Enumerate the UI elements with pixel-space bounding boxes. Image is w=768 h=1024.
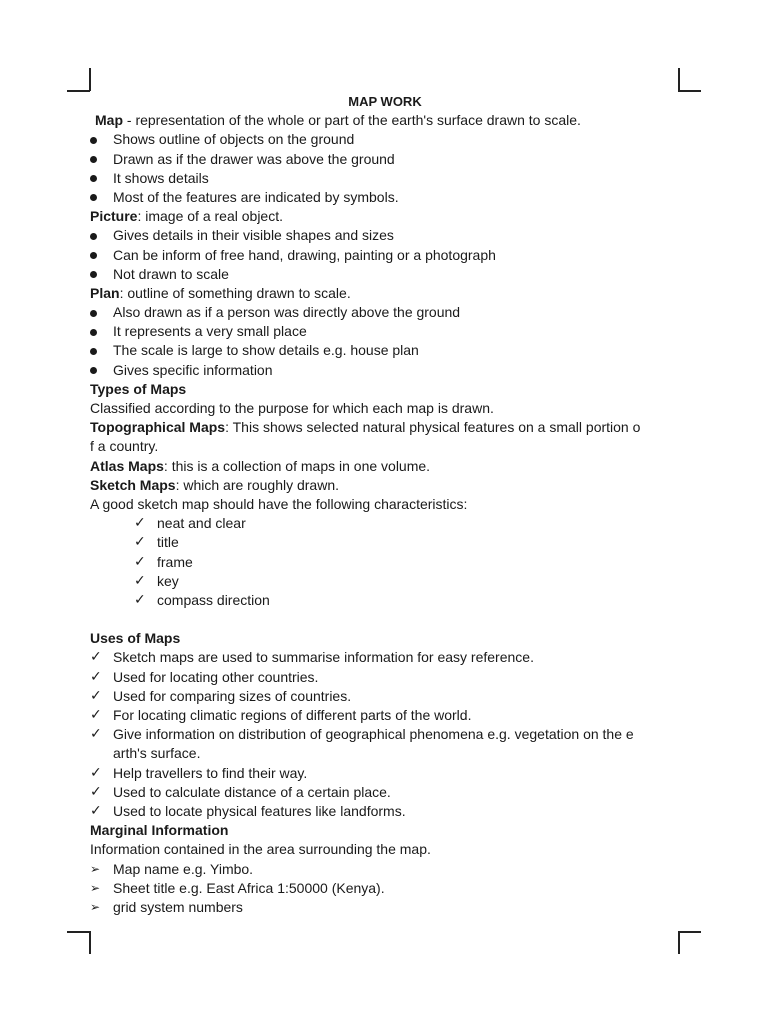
checkmark-icon: ✓ bbox=[90, 764, 102, 781]
topographical-definition bbox=[90, 418, 680, 437]
list-item bbox=[90, 764, 680, 783]
list-item bbox=[90, 322, 680, 341]
list-item-text: grid system numbers bbox=[113, 898, 243, 915]
map-definition bbox=[90, 111, 680, 130]
list-item bbox=[90, 802, 680, 821]
list-item-text: Used to calculate distance of a certain place. bbox=[113, 783, 391, 800]
types-heading: Types of Maps bbox=[90, 380, 187, 397]
list-item bbox=[90, 572, 680, 591]
disc-bullet-icon bbox=[90, 310, 97, 317]
list-item bbox=[90, 150, 680, 169]
crop-mark-bottom-right-v bbox=[678, 931, 680, 954]
list-item bbox=[90, 341, 680, 360]
checkmark-icon: ✓ bbox=[90, 687, 102, 704]
crop-mark-top-right-v bbox=[678, 68, 680, 91]
list-item-text: title bbox=[157, 534, 179, 551]
list-item bbox=[90, 668, 680, 687]
page-title: MAP WORK bbox=[348, 94, 422, 109]
checkmark-icon: ✓ bbox=[90, 668, 102, 685]
uses-heading: Uses of Maps bbox=[90, 630, 181, 647]
checkmark-icon: ✓ bbox=[134, 534, 146, 551]
list-item-text: Help travellers to find their way. bbox=[113, 764, 308, 781]
list-item-text: It represents a very small place bbox=[113, 323, 307, 340]
list-item-text: Used for comparing sizes of countries. bbox=[113, 687, 352, 704]
list-item bbox=[90, 226, 680, 245]
list-item bbox=[90, 169, 680, 188]
list-item-text: Drawn as if the drawer was above the ground bbox=[113, 150, 395, 167]
map-definition-text: - representation of the whole or part of the earth's surface drawn to scale. bbox=[123, 112, 581, 129]
marginal-heading: Marginal Information bbox=[90, 822, 229, 839]
map-term: Map bbox=[95, 112, 123, 129]
disc-bullet-icon bbox=[90, 194, 97, 201]
disc-bullet-icon bbox=[90, 348, 97, 355]
crop-mark-top-right-h bbox=[678, 90, 701, 92]
topographical-definition-text: : This shows selected natural physical features on a small portion o bbox=[225, 419, 641, 436]
list-item bbox=[90, 783, 680, 802]
document-body bbox=[90, 92, 680, 917]
list-item bbox=[90, 725, 680, 744]
list-item-text: Not drawn to scale bbox=[113, 265, 229, 282]
list-item bbox=[90, 860, 680, 879]
list-item bbox=[90, 514, 680, 533]
disc-bullet-icon bbox=[90, 137, 97, 144]
disc-bullet-icon bbox=[90, 252, 97, 259]
list-item-text: Map name e.g. Yimbo. bbox=[113, 860, 254, 877]
list-item-text: Used to locate physical features like landforms. bbox=[113, 802, 406, 819]
arrowhead-bullet-icon: ➢ bbox=[90, 899, 101, 914]
disc-bullet-icon bbox=[90, 271, 97, 278]
list-item-continuation: arth's surface. bbox=[113, 745, 201, 762]
list-item-text: Used for locating other countries. bbox=[113, 668, 319, 685]
list-item-text: key bbox=[157, 572, 179, 589]
arrowhead-bullet-icon: ➢ bbox=[90, 861, 101, 876]
checkmark-icon: ✓ bbox=[134, 591, 146, 608]
list-item bbox=[90, 265, 680, 284]
list-item-text: compass direction bbox=[157, 591, 270, 608]
crop-mark-bottom-right-h bbox=[678, 931, 701, 933]
checkmark-icon: ✓ bbox=[134, 553, 146, 570]
checkmark-icon: ✓ bbox=[90, 726, 102, 743]
list-item bbox=[90, 648, 680, 667]
topographical-term: Topographical Maps bbox=[90, 419, 226, 436]
list-item-text: It shows details bbox=[113, 169, 209, 186]
atlas-definition bbox=[90, 457, 680, 476]
marginal-intro: Information contained in the area surrounding the map. bbox=[90, 841, 431, 858]
sketch-definition bbox=[90, 476, 680, 495]
list-item-text: frame bbox=[157, 553, 193, 570]
list-item bbox=[90, 879, 680, 898]
list-item bbox=[90, 553, 680, 572]
sketch-intro: A good sketch map should have the following characteristics: bbox=[90, 495, 468, 512]
list-item-text: For locating climatic regions of different parts of the world. bbox=[113, 707, 472, 723]
atlas-definition-text: : this is a collection of maps in one volume. bbox=[163, 457, 431, 474]
checkmark-icon: ✓ bbox=[90, 802, 102, 819]
checkmark-icon: ✓ bbox=[90, 649, 102, 666]
checkmark-icon: ✓ bbox=[134, 515, 146, 532]
list-item-text: Most of the features are indicated by symbols. bbox=[113, 188, 399, 205]
topographical-continuation: f a country. bbox=[90, 438, 159, 455]
picture-definition-text: : image of a real object. bbox=[137, 208, 283, 225]
disc-bullet-icon bbox=[90, 156, 97, 163]
arrowhead-bullet-icon: ➢ bbox=[90, 880, 101, 895]
list-item-text: Can be inform of free hand, drawing, painting or a photograph bbox=[113, 246, 496, 263]
list-item bbox=[90, 898, 680, 917]
list-item-text: neat and clear bbox=[157, 515, 246, 532]
list-item bbox=[90, 303, 680, 322]
list-item-text: Shows outline of objects on the ground bbox=[113, 131, 355, 148]
checkmark-icon: ✓ bbox=[90, 783, 102, 800]
disc-bullet-icon bbox=[90, 175, 97, 182]
list-item-text: Sheet title e.g. East Africa 1:50000 (Kenya). bbox=[113, 879, 385, 896]
list-item-text: Also drawn as if a person was directly above the ground bbox=[113, 304, 461, 321]
list-item bbox=[90, 591, 680, 610]
plan-definition-text: : outline of something drawn to scale. bbox=[119, 284, 351, 301]
plan-definition bbox=[90, 284, 680, 303]
spacer bbox=[90, 610, 680, 629]
list-item-text: Gives specific information bbox=[113, 361, 273, 378]
list-item bbox=[90, 246, 680, 265]
list-item-text: Sketch maps are used to summarise information for easy reference. bbox=[113, 649, 534, 666]
picture-definition bbox=[90, 207, 680, 226]
crop-mark-bottom-left-v bbox=[89, 931, 91, 954]
disc-bullet-icon bbox=[90, 233, 97, 240]
picture-term: Picture bbox=[90, 208, 138, 225]
checkmark-icon: ✓ bbox=[134, 572, 146, 589]
plan-term: Plan bbox=[90, 284, 120, 301]
crop-mark-top-left-v bbox=[89, 68, 91, 91]
sketch-term: Sketch Maps bbox=[90, 476, 176, 493]
list-item bbox=[90, 706, 680, 725]
disc-bullet-icon bbox=[90, 329, 97, 336]
disc-bullet-icon bbox=[90, 367, 97, 374]
list-item bbox=[90, 361, 680, 380]
crop-mark-top-left-h bbox=[67, 90, 90, 92]
sketch-definition-text: : which are roughly drawn. bbox=[175, 476, 340, 493]
types-intro: Classified according to the purpose for which each map is drawn. bbox=[90, 400, 494, 416]
list-item-text: Give information on distribution of geographical phenomena e.g. vegetation on the e bbox=[113, 726, 634, 743]
checkmark-icon: ✓ bbox=[90, 707, 102, 723]
list-item bbox=[90, 687, 680, 706]
list-item-text: Gives details in their visible shapes and sizes bbox=[113, 227, 394, 244]
crop-mark-bottom-left-h bbox=[67, 931, 90, 933]
atlas-term: Atlas Maps bbox=[90, 457, 164, 474]
list-item bbox=[90, 533, 680, 552]
list-item bbox=[90, 130, 680, 149]
list-item bbox=[90, 188, 680, 207]
list-item-text: The scale is large to show details e.g. house plan bbox=[113, 342, 419, 359]
